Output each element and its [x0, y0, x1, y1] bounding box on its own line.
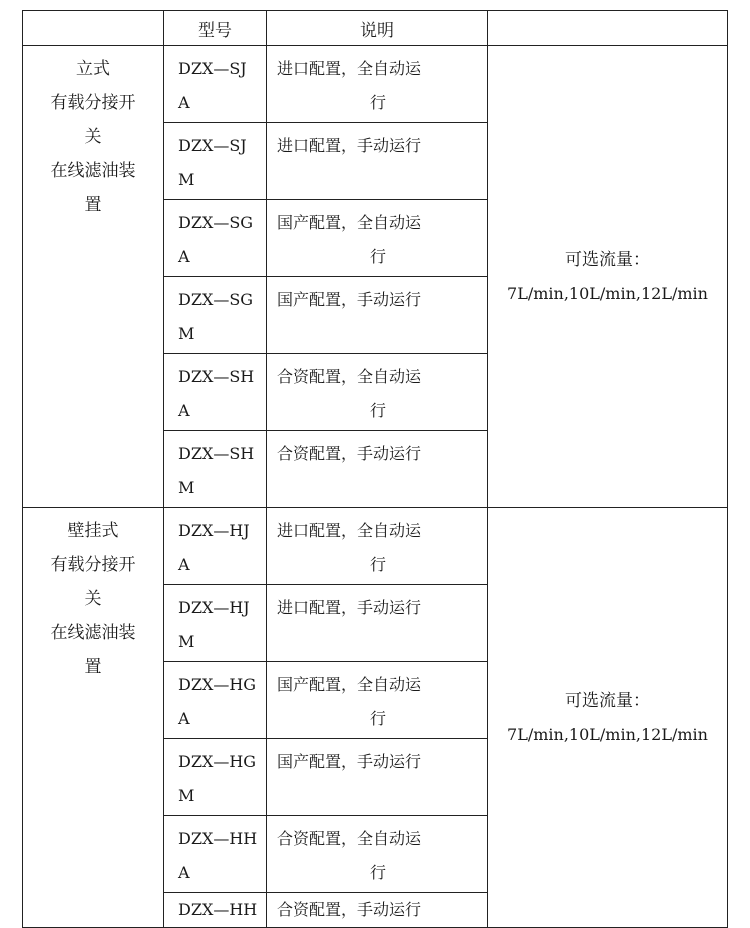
model-suffix: M: [178, 324, 195, 343]
category-label: 立式 有载分接开 关 在线滤油装 置: [50, 59, 136, 215]
description-text: 国产配置，手动运行: [277, 752, 422, 771]
description-text: 进口配置，全自动运: [277, 59, 422, 78]
description-text: 进口配置，手动运行: [277, 136, 422, 155]
description-cell: [267, 123, 488, 200]
description-wrap: 行: [369, 401, 386, 420]
description-text: 合资配置，全自动运: [277, 829, 422, 848]
model-code: DZX—SG: [178, 213, 254, 232]
description-cell: [267, 662, 488, 739]
description-cell: [267, 277, 488, 354]
header-flow: [488, 11, 728, 46]
category-cell: [23, 46, 164, 508]
header-row: [23, 11, 728, 46]
model-cell: [164, 200, 267, 277]
description-wrap: 行: [369, 709, 386, 728]
description-text: 进口配置，手动运行: [277, 598, 422, 617]
model-cell: [164, 508, 267, 585]
model-suffix: A: [178, 555, 190, 574]
header-category: [23, 11, 164, 46]
description-cell: [267, 354, 488, 431]
description-wrap: 行: [369, 247, 386, 266]
flow-label: 可选流量：: [565, 690, 650, 711]
model-cell: [164, 893, 267, 928]
description-text: 国产配置，手动运行: [277, 290, 422, 309]
model-cell: [164, 123, 267, 200]
model-cell: [164, 739, 267, 816]
model-suffix: M: [178, 478, 195, 497]
model-code: DZX—HJ: [178, 521, 250, 540]
flow-label: 可选流量：: [565, 249, 650, 270]
model-code: DZX—HH: [178, 900, 258, 919]
flow-cell: [488, 508, 728, 928]
description-wrap: 行: [369, 93, 386, 112]
model-cell: [164, 277, 267, 354]
description-text: 合资配置，全自动运: [277, 367, 422, 386]
description-text: 合资配置，手动运行: [277, 444, 422, 463]
description-text: 合资配置，手动运行: [277, 900, 422, 919]
model-cell: [164, 816, 267, 893]
model-code: DZX—HG: [178, 675, 257, 694]
description-cell: [267, 739, 488, 816]
model-code: DZX—SJ: [178, 136, 247, 155]
model-suffix: M: [178, 170, 195, 189]
model-cell: [164, 585, 267, 662]
header-model: 型号: [164, 11, 267, 46]
model-suffix: M: [178, 632, 195, 651]
model-cell: [164, 662, 267, 739]
description-cell: [267, 46, 488, 123]
flow-cell: [488, 46, 728, 508]
header-description: 说明: [267, 11, 488, 46]
flow-values: 7L/min,10L/min,12L/min: [507, 724, 708, 744]
description-text: 进口配置，全自动运: [277, 521, 422, 540]
description-cell: [267, 431, 488, 508]
category-cell: [23, 508, 164, 928]
model-suffix: M: [178, 786, 195, 805]
description-wrap: 行: [369, 555, 386, 574]
model-cell: [164, 354, 267, 431]
model-code: DZX—HJ: [178, 598, 250, 617]
model-suffix: A: [178, 401, 190, 420]
description-text: 国产配置，全自动运: [277, 675, 422, 694]
model-code: DZX—SH: [178, 444, 255, 463]
model-code: DZX—SH: [178, 367, 255, 386]
table-row: [23, 46, 728, 123]
model-cell: [164, 46, 267, 123]
model-suffix: A: [178, 709, 190, 728]
product-spec-table: [22, 10, 728, 928]
table-row: [23, 508, 728, 585]
model-suffix: A: [178, 863, 190, 882]
model-code: DZX—SJ: [178, 59, 247, 78]
model-suffix: A: [178, 247, 190, 266]
description-text: 国产配置，全自动运: [277, 213, 422, 232]
description-cell: [267, 816, 488, 893]
description-cell: [267, 508, 488, 585]
model-code: DZX—HH: [178, 829, 258, 848]
model-code: DZX—HG: [178, 752, 257, 771]
description-wrap: 行: [369, 863, 386, 882]
model-cell: [164, 431, 267, 508]
category-label: 壁挂式 有载分接开 关 在线滤油装 置: [50, 521, 136, 677]
description-cell: [267, 200, 488, 277]
model-suffix: A: [178, 93, 190, 112]
description-cell: [267, 893, 488, 928]
flow-values: 7L/min,10L/min,12L/min: [507, 283, 708, 303]
description-cell: [267, 585, 488, 662]
model-code: DZX—SG: [178, 290, 254, 309]
